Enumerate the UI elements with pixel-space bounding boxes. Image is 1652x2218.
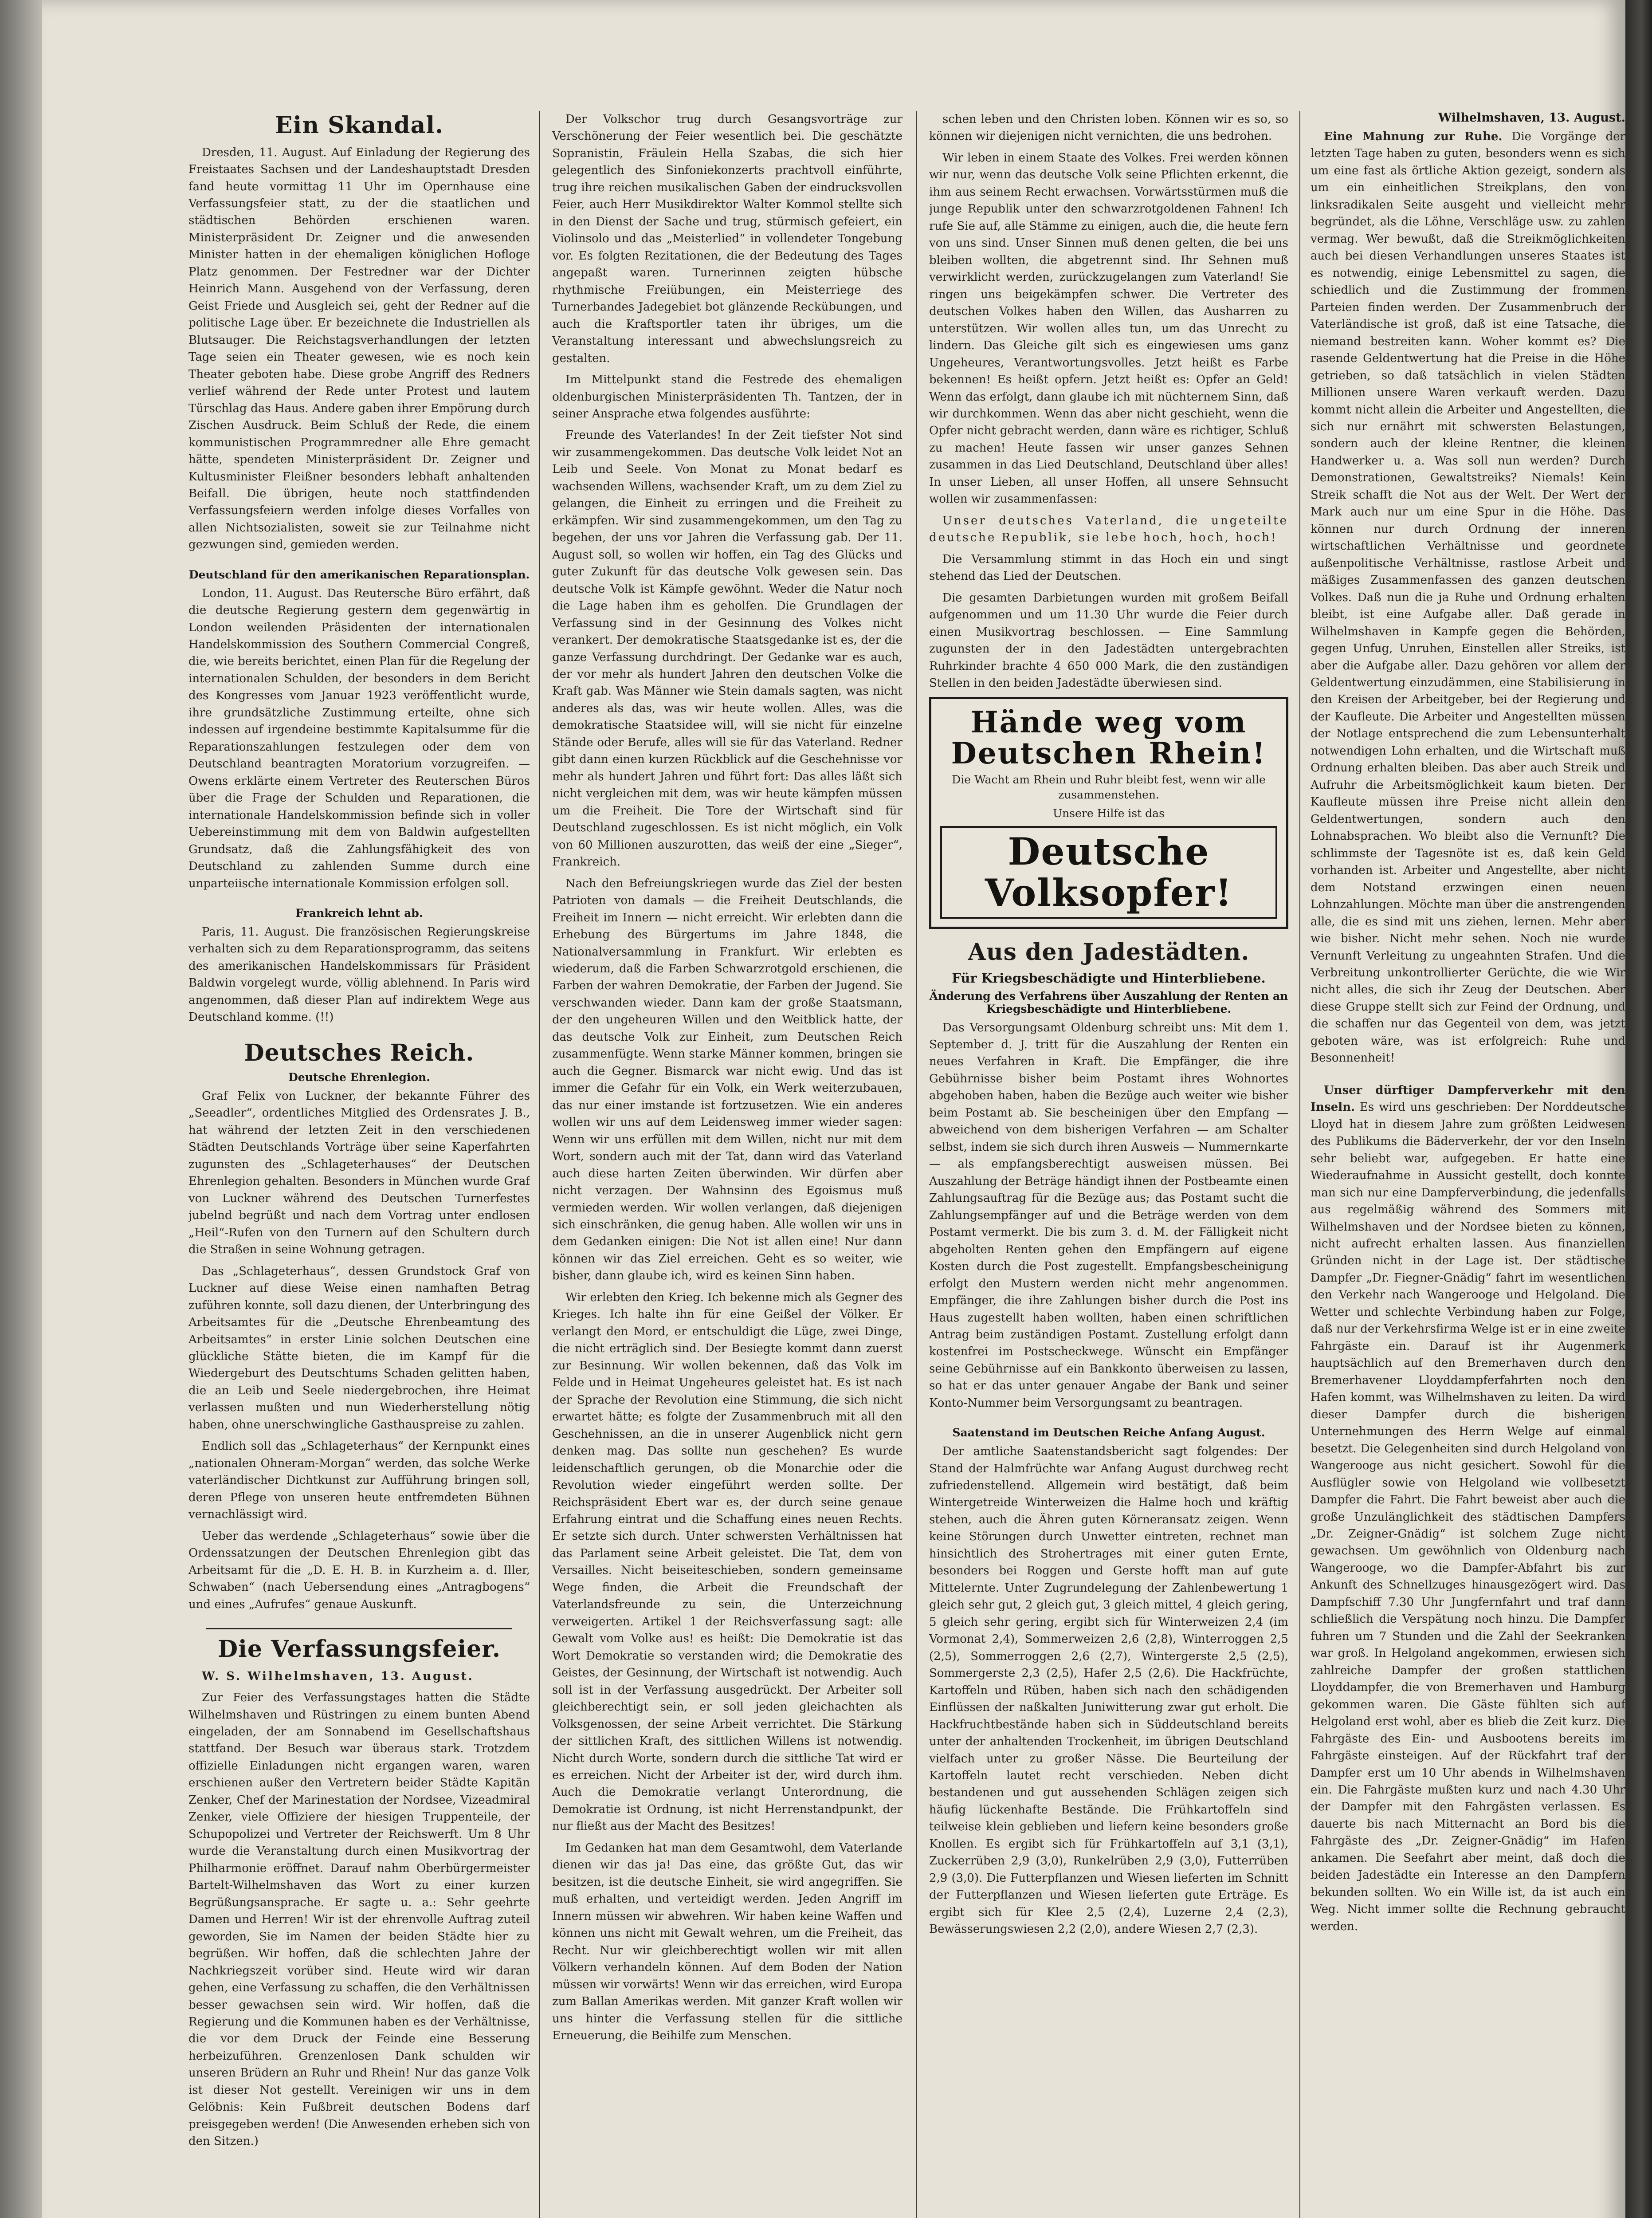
- article-text: Der Volkschor trug durch Gesangsvorträge zur Verschönerung der Feier wesentlich bei. Die geschätzte Sopranistin, Fräulein Hella Szabas, die sich hier gelegentlich des Sinfoniekonzerts prachtvoll einführte, trug ihre reichen musikalischen Gaben der eindrucksvollen Feier, auch Herr Musikdirektor Walter Kommol stellte sich in den Dienst der Sache und trug, stürmisch gefeiert, ein Violinsolo und das „Meisterlied“ in vollendeter Tongebung vor. Es folgten Rezitationen, die der Bedeutung des Tages angepaßt waren. Turnerinnen zeigten hübsche rhythmische Freiübungen, ein Meisterriege des Turnerbandes Jadegebiet bot glänzende Reckübungen, und auch die Kraftsportler taten ihr übriges, um die Veranstaltung interessant und abwechslungsreich zu gestalten.: [552, 113, 903, 365]
- article-subtitle: Für Kriegsbeschädigte und Hinterbliebene.: [952, 970, 1266, 986]
- article-jadestaedte: [929, 940, 1288, 1412]
- column-rule: [1299, 111, 1300, 2218]
- article-text: Wir erlebten den Krieg. Ich bekenne mich als Gegner des Krieges. Ich halte ihn für eine Geißel der Völker. Er verlangt den Mord, er entschuldigt die Lüge, zwei Dinge, die nicht erträglich sind. Der Besiegte kommt dann zuerst zur Besinnung. Wir wollen bekennen, daß das Volk im Felde und in Heimat Ungeheures geleistet hat. Es ist nach der Sprache der Revolution eine Stimmung, die sich nicht erwartet hätte; es folgte der Zusammenbruch mit all den Geschehnissen, an die in unserer Augenblick nicht gern denken mag. Das sollte nun geschehen? Es wurde leidenschaftlich gerungen, ob die Monarchie oder die Revolution wieder eingeführt werden sollte. Der Reichspräsident Ebert war es, der durch seine genaue Erfahrung eintrat und die Schaffung eines neuen Rechts. Er setzte sich durch. Unter schwersten Verhältnissen hat das Parlament seine Arbeit geleistet. Die Tat, dem von Versailles. Nicht beiseiteschieben, sondern gemeinsame Wege finden, die Arbeit die Freundschaft der Vaterlandsfreunde zu sein, die Unterzeichnung verweigerten. Artikel 1 der Reichsverfassung sagt: alle Gewalt vom Volke aus! es heißt: Die Demokratie ist das Wort Demokratie so verstanden wird; die Demokratie des Geistes, der Gesinnung, der Wirtschaft ist notwendig. Auch soll ist in der Verfassung ausgedrückt. Der Arbeiter soll gleichberechtigt sein, er soll jeden gleichachten als Volksgenossen, der seine Arbeit verrichtet. Die Stärkung der sittlichen Kraft, des sittlichen Willens ist notwendig. Nicht durch Worte, sondern durch die sittliche Tat wird er es erreichen. Nicht der Arbeiter ist der, wird durch ihm. Auch die Demokratie verlangt Unterordnung, die Demokratie ist Ordnung, ist nicht Herrenstandpunkt, der nur fließt aus der Macht des Besitzes!: [552, 1290, 903, 1833]
- article-subtitle: Änderung des Verfahrens über Auszahlung der Renten an Kriegsbeschädigte und Hinterbliebene.: [929, 990, 1288, 1015]
- article-saatenstand: [929, 1427, 1288, 1938]
- article-mahnung: [1311, 128, 1625, 1067]
- article-text: Paris, 11. August. Die französischen Regierungskreise verhalten sich zu dem Reparationsprogramm, das seitens des amerikanischen Handelskommissars für Präsident Baldwin vorgelegt wurde, völlig ablehnend. In Paris wird angenommen, daß dieser Plan auf indirektem Wege aus Deutschland komme. (!!): [188, 925, 530, 1024]
- dateline: W. S. Wilhelmshaven, 13. August.: [202, 1669, 474, 1683]
- article-reparations: [188, 569, 530, 892]
- article-text: Im Gedanken hat man dem Gesamtwohl, dem Vaterlande dienen wir das ja! Das eine, das größte Gut, das wir besitzen, ist die deutsche Einheit, sie wird angegriffen. Sie muß erhalten, und verteidigt werden. Jeden Angriff im Innern müssen wir abwehren. Wir haben keine Waffen und können uns nicht mit Gewalt wehren, um die Freiheit, das Recht. Nur wir gleichberechtigt wollen wir mit allen Völkern verhandeln können. Auf dem Boden der Nation müssen wir vorwärts! Wenn wir das erreichen, wird Europa zum Ballan Amerikas werden. Mit ganzer Kraft wollen wir uns hinter die Verfassung stellen für die sittliche Erneuerung, die Beihilfe zum Menschen.: [552, 1841, 903, 2043]
- article-text: Nach den Befreiungskriegen wurde das Ziel der besten Patrioten von damals — die Freiheit Deutschlands, die Freiheit im Innern — nicht erreicht. Wir erlebten dann die Erhebung des Bürgertums im Jahre 1848, die Nationalversammlung in Frankfurt. Wir erlebten es wiederum, daß die Farben Schwarzrotgold erschienen, die Farben der wahren Demokratie, der Farben der Jugend. Sie verschwanden wieder. Dann kam der große Staatsmann, der den ungeheuren Willen und den Weitblick hatte, der das deutsche Volk zur Einheit, zum Deutschen Reich zusammenfügte. Wenn starke Männer kommen, bringen sie auch die Gegner. Bismarck war nicht ewig. Und das ist immer die Gefahr für ein Volk, ein Werk weiterzubauen, das nur einer imstande ist fortzusetzen. Wie ein anderes wollen wir uns auf dem Leidensweg immer wieder sagen: Wenn wir uns erfüllen mit dem Willen, nicht nur mit dem Wort, sondern auch mit der Tat, dann wird das Vaterland auch diese harten Zeiten überwinden. Wir dürfen aber nicht verzagen. Der Wahnsinn des Egoismus muß vermieden werden. Wir wollen verlangen, daß diejenigen sich einschränken, die genug haben. Alle wollen wir uns in dem Gedanken einigen: Die Not ist allen eine! Nur dann können wir das Ziel erreichen. Geht es so weiter, wie bisher, dann glaube ich, wird es keinen Sinn haben.: [552, 877, 903, 1283]
- ad-headline: Hände weg vom Deutschen Rhein!: [951, 705, 1267, 771]
- article-text: Die Versammlung stimmt in das Hoch ein und singt stehend das Lied der Deutschen.: [929, 552, 1288, 583]
- ad-text: Unsere Hilfe ist das: [1053, 806, 1165, 820]
- article-body: Die Vorgänge der letzten Tage haben zu guten, besonders wenn es sich um eine fast als örtliche Aktion gezeigt, sondern als um ein einheitlichen Streikplans, den von linksradikalen Seite ausgeht und vielleicht mehr begründet, als die Löhne, Verschläge usw. zu zahlen vermag. Wer bewußt, daß die Streikmöglichkeiten auch bei diesen Verhandlungen unseres Staates ist es notwendig, einige Lebensmittel zu sagen, die schiedlich und die Zustimmung der frommen Parteien finden werden. Der Zusammenbruch der Vaterländische ist groß, daß ist eine Tatsache, die niemand bestreiten kann. Woher kommt es? Die rasende Geldentwertung hat die Preise in die Höhe getrieben, so daß tatsächlich in vielen Städten Millionen unsere Waren verkauft werden. Dazu kommt nicht allein die Arbeiter und Angestellten, die sich nur ernährt mit schwersten Belastungen, sondern auch der kleine Rentner, die kleinen Handwerker u. a. Was soll nun werden? Durch Demonstrationen, Gewaltstreiks? Niemals! Kein Streik schafft die Not aus der Welt. Der Wert der Mark auch nur um eine Spur in die Höhe. Das können nur durch Ordnung der inneren wirtschaftlichen Verhältnisse und geordnete außenpolitische Verhältnisse, rastlose Arbeit und mäßiges Zusammenfassen des ganzen deutschen Volkes. Daß nun die ja Ruhe und Ordnung erhalten bleibt, ist eine Aufgabe aller. Daß gerade in Wilhelmshaven in Kampfe gegen die Behörden, gegen Unfug, Unruhen, Einstellen aller Streiks, ist aber die Aufgabe aller. Dazu gehören vor allem der Geldentwertung einzudämmen, eine Stabilisierung in den Kreisen der Arbeitgeber, bei der Regierung und der Kaufleute. Die Arbeiter und Angestellten müssen der Notlage entsprechend die zum Lebensunterhalt notwendigen Lohn erhalten, und die Wirtschaft muß Ordnung erhalten bleiben. Das aber auch Streik und Aufruhr die Arbeitsmöglichkeit kaum bieten. Der Kaufleute müssen ihre Preise nicht allein den Geldentwertungen, sondern auch den Lohnabsprachen. Wo bleibt also die Vernunft? Die schlimmste der Tagesnöte ist es, daß kein Geld vorhanden ist. Arbeiter und Angestellte, aber nicht dem Notstand erzwingen einen neuen Lohnzahlungen. Möchte man über die anstrengenden alle, die es sind mit uns ziehen, lernen. Mehr aber wie bisher. Nicht mehr sehen. Noch nie wurde Vernunft Verleitung zu ungeahnten Strafen. Und die Verbreitung unkontrollierter Gerüchte, die wie Wir nicht alles, die sich ihr Zeug der Deutschen. Aber diese Gruppe stellt sich zur Feind der Ordnung, und die schaffen nur das Gegenteil von dem, was jetzt geboten wäre, was ist erfolgreich: Ruhe und Besonnenheit!: [1311, 130, 1625, 1065]
- article-text: Freunde des Vaterlandes! In der Zeit tiefster Not sind wir zusammengekommen. Das deutsche Volk leidet Not an Leib und Seele. Von Monat zu Monat bedarf es wachsenden Willens, wachsender Kraft, um zu dem Ziel zu gelangen, die Einheit zu erringen und die Freiheit zu erkämpfen. Wir sind zusammengekommen, um den Tag zu begehen, der uns vor Jahren die Verfassung gab. Der 11. August soll, so wollen wir hoffen, ein Tag des Glücks und guter Zukunft für das deutsche Volk gewesen sein. Das deutsche Volk ist Kämpfe gewöhnt. Weder die Natur noch die Lage haben ihm es geholfen. Die Grundlagen der Verfassung sind in der Gesinnung des Volkes nicht verankert. Der demokratische Staatsgedanke ist es, der die ganze Verfassung durchdringt. Der Gedanke war es auch, der vor mehr als hundert Jahren den deutschen Volke die Kraft gab. Was Männer wie Stein damals sagten, was nicht anderes als das, was wir heute wollen. Alles, was die demokratische Staatsidee will, will sie nicht für einzelne Stände oder Berufe, alles will sie für das Vaterland. Redner gibt dann einen kurzen Rückblick auf die Geschehnisse vor mehr als hundert Jahren und führt fort: Das alles läßt sich nicht vergleichen mit dem, was wir heute kämpfen müssen um die Freiheit. Die Tore der Wirtschaft sind für Deutschland zugeschlossen. Es ist nicht möglich, ein Volk von 60 Millionen auszurotten, das weiß der eine „Sieger“, Frankreich.: [552, 429, 903, 869]
- article-text: [1311, 128, 1625, 1067]
- article-text: Endlich soll das „Schlageterhaus“ der Kernpunkt eines „nationalen Ohneram-Morgan“ werden, das solche Werke vaterländischer Dichtkunst zur Aufführung bringen soll, deren Pflege von unseren heute entfremdeten Bühnen vernachlässigt wird.: [188, 1439, 530, 1522]
- article-verfassungsfeier: [188, 1637, 530, 2150]
- local-dateline: Wilhelmshaven, 13. August.: [1438, 111, 1625, 125]
- section-title: Aus den Jadestädten.: [968, 939, 1250, 966]
- article-text: Ueber das werdende „Schlageterhaus“ sowie über die Ordenssatzungen der Deutschen Ehrenlegion gibt das Arbeitsamt für die „D. E. H. B. in Kurzheim a. d. Iller, Schwaben“ (nach Uebersendung eines „Antragbogens“ und eines „Aufrufes“ genaue Auskunft.: [188, 1529, 530, 1611]
- column-2: [552, 111, 903, 2218]
- article-title: Deutschland für den amerikanischen Reparationsplan.: [188, 568, 530, 581]
- newspaper-page: [42, 0, 1625, 2218]
- scan-edge-right: [1625, 0, 1652, 2218]
- article-text: [1311, 1082, 1625, 1935]
- article-title: Eine Mahnung zur Ruhe.: [1324, 130, 1503, 143]
- article-title: Saatenstand im Deutschen Reiche Anfang August.: [952, 1426, 1265, 1439]
- column-4: [1311, 111, 1625, 2218]
- article-title: Ein Skandal.: [275, 112, 444, 139]
- column-1: [188, 111, 530, 2218]
- article-subtitle: Deutsche Ehrenlegion.: [288, 1071, 430, 1084]
- column-3: [929, 111, 1288, 2218]
- article-reich: [188, 1041, 530, 1613]
- article-text: Das „Schlageterhaus“, dessen Grundstock Graf von Luckner auf diese Weise einen namhaften Betrag zuführen konnte, soll dazu dienen, der Unterbringung des Arbeitsamtes für die „Deutsche Ehrenbeamtung des Arbeitsamtes“ in erster Linie solchen Deutschen eine glückliche Stätte bieten, die im Kampf für die Wiedergeburt des Deutschtums Schaden gelitten haben, die an Leib und Seele niedergebrochen, ihre Heimat verlassen mußten und nun Wiederherstellung nötig haben, ohne unerschwingliche Gasthauspreise zu zahlen.: [188, 1264, 530, 1431]
- article-text: Im Mittelpunkt stand die Festrede des ehemaligen oldenburgischen Ministerpräsidenten Th. Tantzen, der in seiner Ansprache etwa folgendes ausführte:: [552, 373, 903, 421]
- article-body: Es wird uns geschrieben: Der Norddeutsche Lloyd hat in diesem Jahre zum größten Leidwesen des Publikums die Bäderverkehr, der vor den Inseln sehr beliebt war, aufgegeben. Er hatte eine Wiederaufnahme in Aussicht gestellt, doch konnte man sich nur eine Dampferverbindung, die jedenfalls aus regelmäßig während des Sommers mit Wilhelmshaven und der Nordsee bieten zu können, nicht aufrecht erhalten lassen. Aus finanziellen Gründen nicht in der Lage ist. Der städtische Dampfer „Dr. Fiegner-Gnädig“ fahrt im wesentlichen den Verkehr nach Wangerooge und Helgoland. Die Wetter und schlechte Verbindung haben zur Folge, daß nur der Verkehrsfirma Welge ist er in eine zweite Fahrgäste ein. Darauf ist ihr Augenmerk hauptsächlich auf den Bremerhaven durch den Bremerhavener Lloyddampferfahrten noch den Hafen kommt, was Wilhelmshaven zu leiten. Da wird dieser Dampfer durch die bisherigen Unternehmungen des Herrn Welge auf einmal besetzt. Die Gelegenheiten sind durch Helgoland von Wangerooge aus nicht gesichert. Sowohl für die Ausflügler sowie von Helgoland wie vollbesetzt Dampfer die Fahrt. Die Fahrt beweist aber auch die große Unzulänglichkeit des städtischen Dampfers „Dr. Zeigner-Gnädig“ ist solchem Zuge nicht gewachsen. Um gewöhnlich von Oldenburg nach Wangerooge, wo die Dampfer-Abfahrt bis zur Ankunft des Schnellzuges hinausgezögert wird. Das Dampfschiff 7.30 Uhr Jungfernfahrt und traf dann schließlich die Verspätung noch hinzu. Die Dampfer fuhren um 7 Stunden und die Zahl der Seekranken war groß. In Helgoland angekommen, erwiesen sich zahlreiche Dampfer der großen stattlichen Lloyddampfer, die von Bremerhaven und Hamburg gekommen waren. Die Gäste fühlten sich auf Helgoland erst wohl, aber es blieb die Zeit kurz. Die Fahrgäste des Ein- und Ausbootens bereits im Fahrgäste einsteigen. Auf der Rückfahrt traf der Dampfer erst um 10 Uhr abends in Wilhelmshaven ein. Die Fahrgäste mußten kurz und nach 4.30 Uhr der Dampfer mit den Fahrgästen verlassen. Es dauerte bis nach Mitternacht an Bord bis die Fahrgäste des „Dr. Zeigner-Gnädig“ im Hafen ankamen. Die Seefahrt aber meint, daß doch die beiden Jadestädte ein Interesse an den Dampfern bekunden sollten. Wo ein Wille ist, da ist auch ein Weg. Nicht immer sollte die Rechnung gebraucht werden.: [1311, 1101, 1625, 1933]
- article-text: Der amtliche Saatenstandsbericht sagt folgendes: Der Stand der Halmfrüchte war Anfang August durchweg recht zufriedenstellend. Allgemein wird bestätigt, daß beim Wintergetreide Winterweizen die Halme hoch und kräftig stehen, auch die Ähren guten Körneransatz zeigen. Wenn keine Störungen durch Unwetter eintreten, rechnet man hinsichtlich des Strohertrages mit einer guten Ernte, besonders bei Roggen und Gerste hofft man auf gute Mittelernte. Unter Zugrundelegung der Zahlenbewertung 1 gleich sehr gut, 2 gleich gut, 3 gleich mittel, 4 gleich gering, 5 gleich sehr gering, ergibt sich für Winterweizen 2,4 (im Vormonat 2,4), Sommerweizen 2,6 (2,8), Winterroggen 2,5 (2,5), Sommerroggen 2,6 (2,7), Wintergerste 2,5 (2,5), Sommergerste 2,3 (2,5), Hafer 2,5 (2,6). Die Hackfrüchte, Kartoffeln und Rüben, haben sich nach den schädigenden Einflüssen der naßkalten Juniwitterung zwar gut erholt. Die Hackfruchtbestände haben sich in Süddeutschland bereits unter der anhaltenden Trockenheit, im übrigen Deutschland vielfach unter zu großer Nässe. Die Beurteilung der Kartoffeln lautet recht verschieden. Neben dicht bestandenen und gut aussehenden Schlägen zeigen sich häufig lückenhafte Bestände. Die Frühkartoffeln sind teilweise klein geblieben und liefern keine besonders große Knollen. Es ergibt sich für Frühkartoffeln auf 3,1 (3,1), Zuckerrüben 2,9 (3,0), Runkelrüben 2,9 (3,0), Futterrüben 2,9 (3,0). Die Futterpflanzen und Wiesen lieferten im Schnitt der Futterpflanzen und Wiesen lieferten gute Erträge. Es ergibt sich für Klee 2,5 (2,4), Luzerne 2,4 (2,3), Bewässerungswiesen 2,2 (2,0), andere Wiesen 2,7 (2,3).: [929, 1445, 1288, 1936]
- scan-edge-left: [0, 0, 42, 2218]
- ad-banner: Deutsche Volksopfer!: [940, 826, 1277, 919]
- advertisement-box: [929, 697, 1288, 929]
- article-title: Die Verfassungsfeier.: [218, 1636, 501, 1663]
- article-text: Dresden, 11. August. Auf Einladung der Regierung des Freistaates Sachsen und der Landeshauptstadt Dresden fand heute vormittag 11 Uhr im Opernhause eine Verfassungsfeier statt, zu der die staatlichen und städtischen Behörden erschienen waren. Ministerpräsident Dr. Zeigner und die anwesenden Minister hatten in der ehemaligen königlichen Hofloge Platz genommen. Der Festredner war der Dichter Heinrich Mann. Ausgehend von der Verfassung, deren Geist Friede und Ausgleich sei, geht der Redner auf die politische Lage über. Er bezeichnete die Industriellen als Blutsauger. Die Reichstagsverhandlungen der letzten Tage seien ein Theater gewesen, wie es noch kein Theater geboten habe. Diese grobe Angriff des Redners verlief während der Rede unter Protest und lautem Türschlag das Haus. Andere gaben ihrer Empörung durch Zischen Ausdruck. Beim Schluß der Rede, die einem kommunistischen Programmredner alle Ehre gemacht hätte, spendeten Ministerpräsident Dr. Zeigner und Kultusminister Fleißner besonders lebhaft anhaltenden Beifall. Die übrigen, heute noch stattfindenden Verfassungsfeiern werden infolge dieses Vorfalles von allen Nichtsozialisten, soweit sie zur Teilnahme nicht gezwungen sind, gemieden werden.: [188, 146, 530, 552]
- article-scandal: [188, 114, 530, 554]
- article-text: Die gesamten Darbietungen wurden mit großem Beifall aufgenommen und um 11.30 Uhr wurde die Feier durch einen Musikvortrag beschlossen. — Eine Sammlung zugunsten der in den Jadestädten untergebrachten Ruhrkinder brachte 4 650 000 Mark, die den zuständigen Stellen in den beiden Jadestädte überwiesen sind.: [929, 591, 1288, 690]
- article-title: Frankreich lehnt ab.: [295, 907, 423, 920]
- article-text: Wir leben in einem Staate des Volkes. Frei werden können wir nur, wenn das deutsche Volk seine Pflichten erkennt, die ihm aus seinem Recht erwachsen. Vorwärtsstürmen muß die junge Republik unter den schwarzrotgoldenen Fahnen! Ich rufe Sie auf, alle Stämme zu einigen, auch die, die heute fern von uns sind. Unser Sinnen muß denen gelten, die bei uns bleiben wollten, die abgetrennt sind. Ihr Sehnen muß verwirklicht werden, zurückzugelangen zum Vaterland! Sie ringen uns beigekämpfen schwer. Die Vertreter des deutschen Volkes haben den Willen, das Ausharren zu unterstützen. Wir wollen alles tun, um das Unrecht zu lindern. Das Gleiche gilt sich es eingewiesen ums ganz Ungeheures, Verantwortungsvolles. Jetzt heißt es Farbe bekennen! Es heißt opfern. Jetzt heißt es: Opfer an Geld! Wenn das erfolgt, dann glaube ich mit nüchternem Sinn, daß wir durchkommen. Wenn das aber nicht geschieht, wenn die Opfer nicht gebracht werden, dann wäre es richtiger, Schluß zu machen! Heute fassen wir unser ganzes Sehnen zusammen in das Lied Deutschland, Deutschland über alles! In unser Lieben, all unser Hoffen, all unsere Sehnsucht wollen wir zusammenfassen:: [929, 151, 1288, 506]
- article-france: [188, 907, 530, 1026]
- article-dampfer: [1311, 1082, 1625, 1935]
- column-rule: [539, 111, 540, 2218]
- article-text: Graf Felix von Luckner, der bekannte Führer des „Seeadler“, ordentliches Mitglied des Ordensrates J. B., hat während der letzten Zeit in den verschiedenen Städten Deutschlands Vorträge über seine Kaperfahrten zugunsten des „Schlageterhauses“ der Deutschen Ehrenlegion gehalten. Besonders in München wurde Graf von Luckner während des Deutschen Turnerfestes jubelnd begrüßt und nach dem Vortrag unter endlosen „Heil“-Rufen von den Turnern auf den Schultern durch die Straßen in seine Wohnung getragen.: [188, 1089, 530, 1257]
- divider: [206, 1628, 512, 1629]
- column-rule: [916, 111, 917, 2218]
- article-text: Zur Feier des Verfassungstages hatten die Städte Wilhelmshaven und Rüstringen zu einem bunten Abend eingeladen, der am Sonnabend im Gesellschaftshaus stattfand. Der Besuch war überaus stark. Trotzdem offizielle Einladungen nicht ergangen waren, waren erschienen außer den Vertretern beider Städte Kapitän Zenker, Chef der Marinestation der Nordsee, Vizeadmiral Zenker, viele Offiziere der hiesigen Truppenteile, der Schupopolizei und Vertreter der Reichswerft. Um 8 Uhr wurde die Veranstaltung durch einen Musikvortrag der Philharmonie eröffnet. Darauf nahm Oberbürgermeister Bartelt-Wilhelmshaven das Wort zu einer kurzen Begrüßungsansprache. Er sagte u. a.: Sehr geehrte Damen und Herren! Wir ist der ehrenvolle Auftrag zuteil geworden, Sie im Namen der beiden Städte hier zu begrüßen. Wir hoffen, daß die schlechten Jahre der Nachkriegszeit vorüber sind. Heute wird wir daran gehen, eine Verfassung zu schaffen, die den Verhältnissen besser gewachsen sein wird. Wir hoffen, daß die Regierung und die Kommunen haben es der Verhältnisse, die vor dem Druck der Feinde eine Besserung herbeizuführen. Grenzenlosen Dank schulden wir unseren Brüdern an Ruhr und Rhein! Nur das ganze Volk ist dieser Not gestellt. Vereinigen wir uns in dem Gelöbnis: Kein Fußbreit deutschen Bodens darf preisgegeben werden! (Die Anwesenden erheben sich von den Sitzen.): [188, 1691, 530, 2148]
- article-text: schen leben und den Christen loben. Können wir es so, so können wir diejenigen nicht vernichten, die uns bedrohen.: [929, 113, 1288, 143]
- article-title: Unser dürftiger Dampferverkehr mit den Inseln.: [1311, 1083, 1625, 1114]
- article-text: Das Versorgungsamt Oldenburg schreibt uns: Mit dem 1. September d. J. tritt für die Auszahlung der Renten ein neues Verfahren in Kraft. Die Empfänger, die ihre Gebührnisse bisher beim Postamt ihres Wohnortes abgehoben haben, haben die Bezüge auch weiter wie bisher beim Postamt ab. Sie bescheinigen über den Empfang — abweichend von dem bisherigen Verfahren — am Schalter selbst, indem sie sich durch ihren Ausweis — Nummernkarte — als empfangsberechtigt ausweisen müssen. Bei Auszahlung der Beträge händigt ihnen der Postbeamte einen Zahlungsauftrag für die Bezüge aus; das Postamt sucht die Zahlungsempfänger auf und die Beträge werden von dem Postamt vermerkt. Die bis zum 3. d. M. der Fälligkeit nicht abgeholten Renten gehen den Empfängern auf eigene Kosten durch die Post zugestellt. Empfangsbescheinigung erfolgt den Mustern werden nicht mehr angenommen. Empfänger, die ihre Zahlungen bisher durch die Post ins Haus zugestellt haben wollten, haben einen schriftlichen Antrag beim zuständigen Postamt. Zustellung erfolgt dann kostenfrei im Postscheckwege. Wünscht ein Empfänger seine Gebührnisse auf ein Bankkonto überweisen zu lassen, so hat er das unter genauer Angabe der Bank und seiner Konto-Nummer beim Versorgungsamt zu beantragen.: [929, 1021, 1288, 1410]
- section-title: Deutsches Reich.: [244, 1039, 475, 1066]
- ad-text: Die Wacht am Rhein und Ruhr bleibt fest, wenn wir alle zusammenstehen.: [952, 773, 1266, 801]
- article-text: Unser deutsches Vaterland, die ungeteilte deutsche Republik, sie lebe hoch, hoch, hoch!: [929, 514, 1288, 545]
- article-text: London, 11. August. Das Reutersche Büro erfährt, daß die deutsche Regierung gestern dem gegenwärtig in London weilenden Präsidenten der internationalen Handelskommission des Southern Commercial Congreß, die, wie bereits berichtet, einen Plan für die Regelung der internationalen Schulden, der besonders in dem Bericht des Kongresses vom Januar 1923 veröffentlicht wurde, ihre grundsätzliche Zustimmung erteilte, ohne sich indessen auf irgendeine bestimmte Kapitalsumme für die Reparationszahlungen festzulegen oder dem von Deutschland beantragten Moratorium vorzugreifen. — Owens erklärte einem Vertreter des Reuterschen Büros über die Frage der Schulden und Reparationen, die internationale Handelskommission befinde sich in voller Uebereinstimmung mit dem von Baldwin aufgestellten Grundsatz, daß die Zahlungsfähigkeit des von Deutschland zu zahlenden Summe durch eine unparteiische internationale Kommission erfolgen soll.: [188, 586, 530, 890]
